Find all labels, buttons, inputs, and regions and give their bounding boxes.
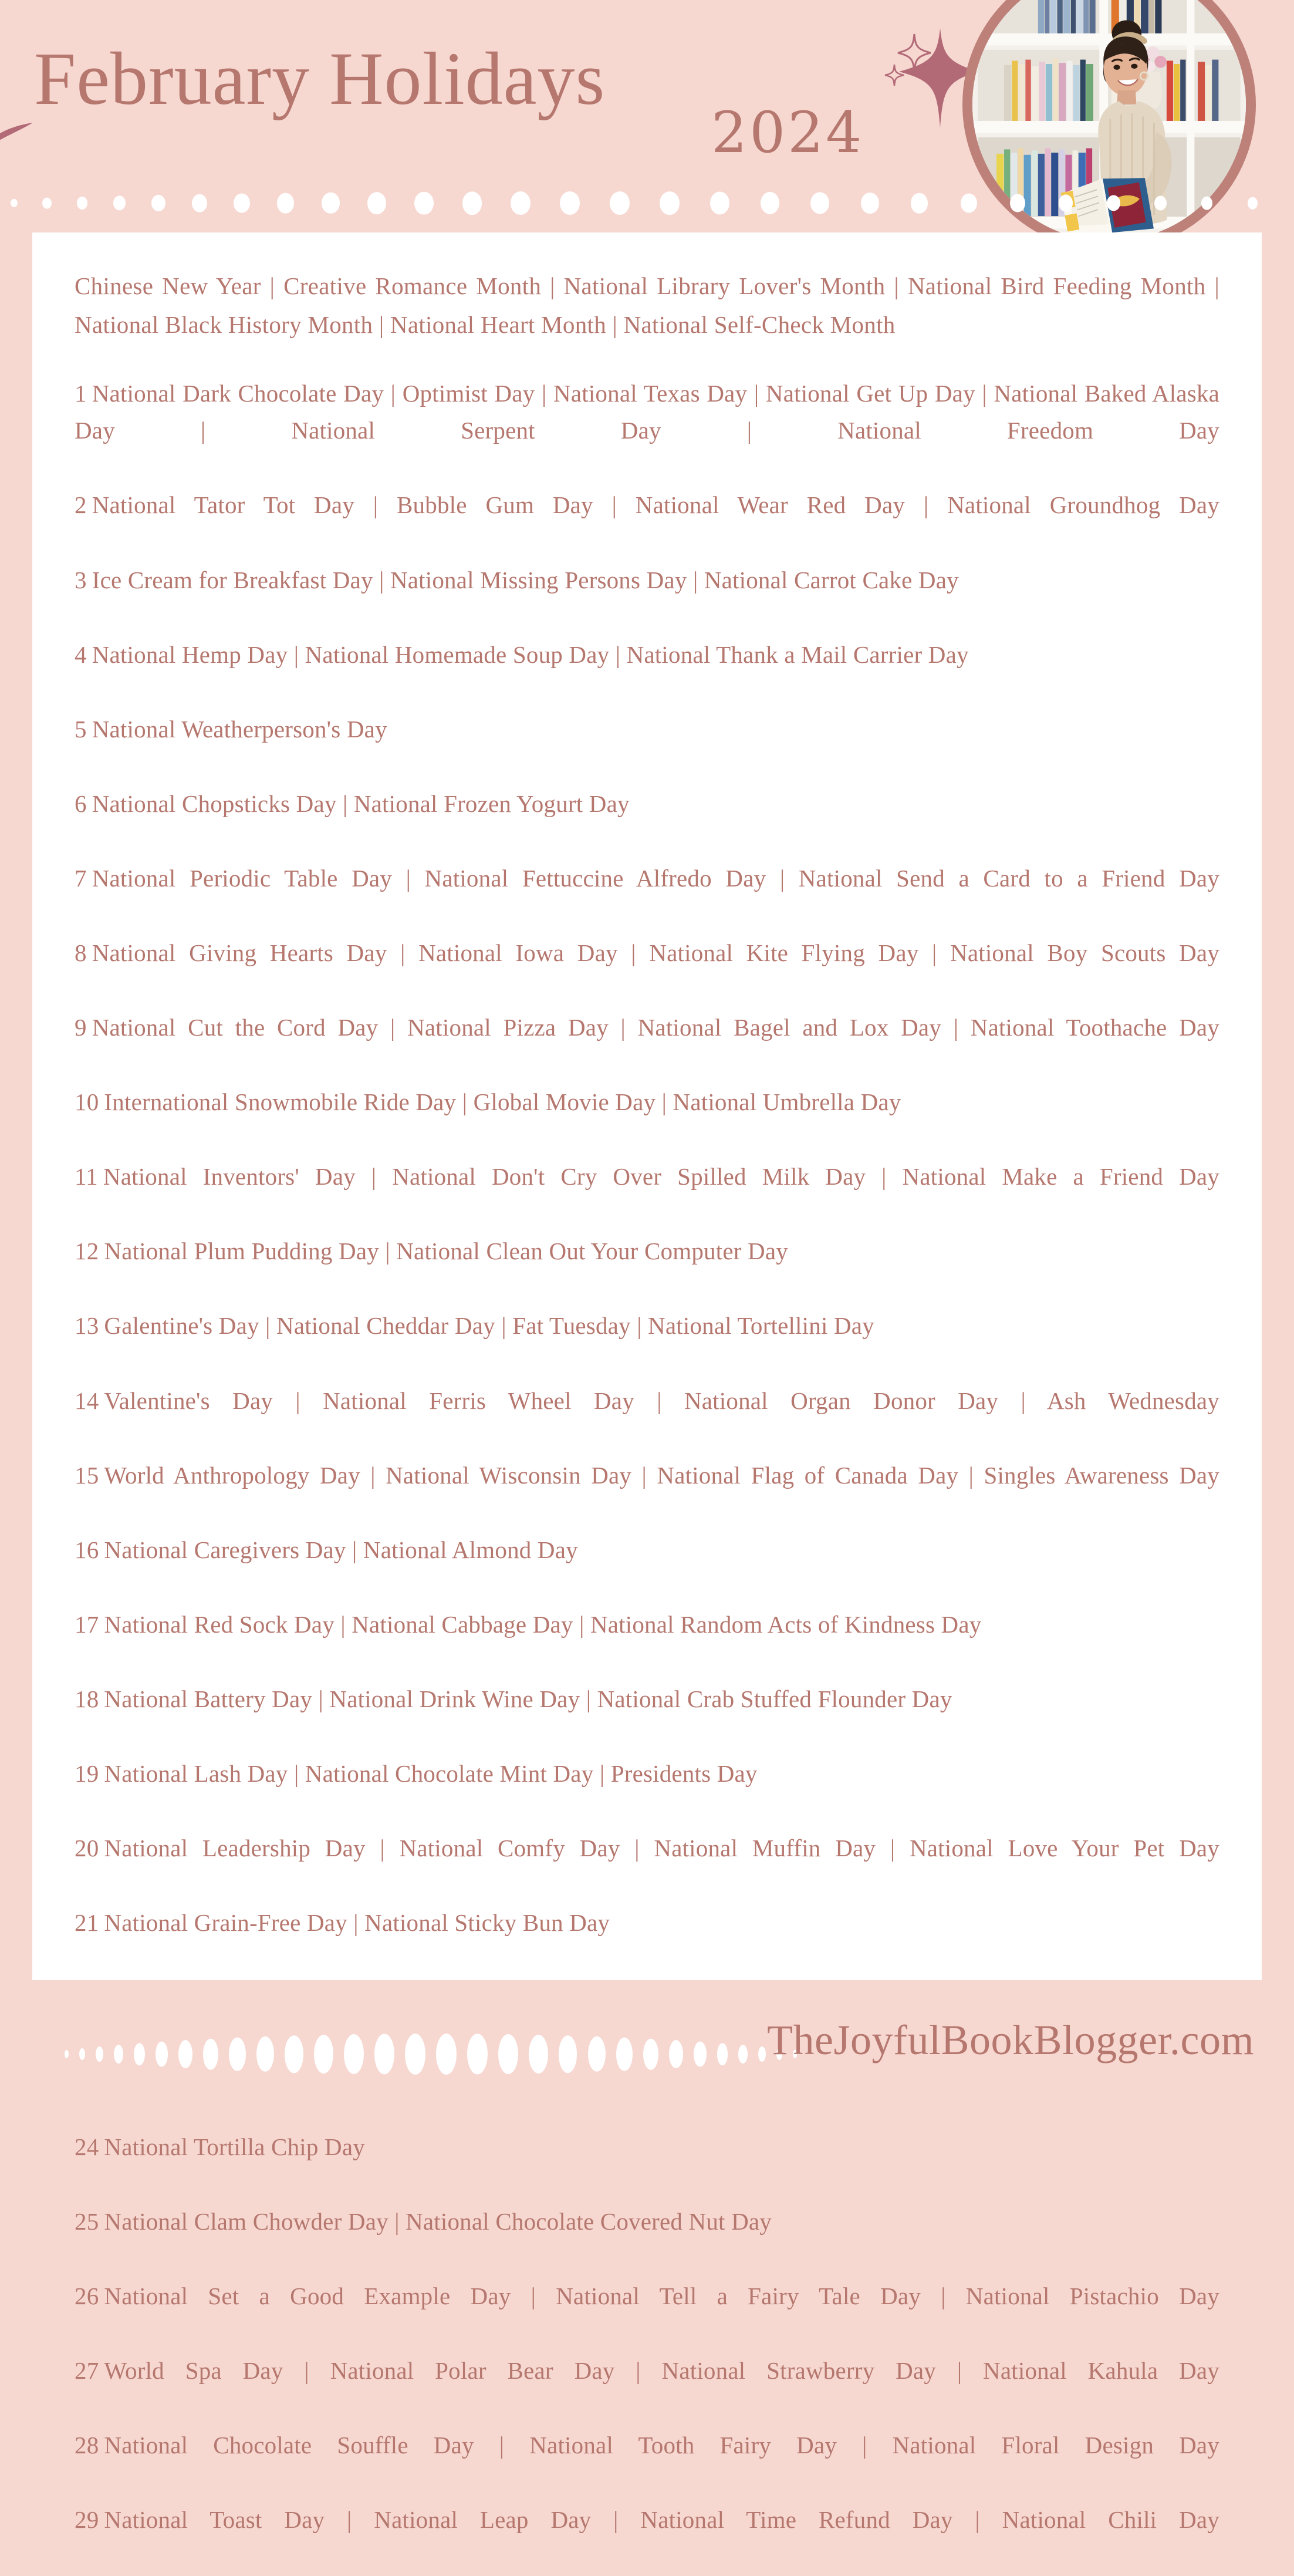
day-number: 11 (75, 1163, 98, 1191)
decorative-dot (192, 194, 207, 213)
page-title: February Holidays (34, 37, 606, 120)
day-entry (75, 1383, 1219, 1457)
decorative-dot (694, 2042, 706, 2067)
footer-dot-decoration (65, 2036, 804, 2072)
day-number: 3 (75, 566, 87, 594)
day-number: 4 (75, 640, 87, 668)
day-number: 6 (75, 790, 87, 817)
dot-divider (0, 187, 1294, 220)
day-holidays: Galentine's Day | National Cheddar Day | Fat Tuesday | National Tortellini Day (104, 1312, 874, 1340)
brush-stroke-icon (0, 114, 39, 150)
day-entry (75, 1233, 1219, 1307)
decorative-dot (367, 192, 386, 214)
day-entry (75, 1830, 1219, 1904)
day-holidays: National Red Sock Day | National Cabbage Day | National Random Acts of Kindness Day (104, 1610, 982, 1638)
day-entry (75, 711, 1219, 785)
decorative-dot (810, 192, 829, 214)
decorative-dot (436, 2034, 457, 2075)
decorative-dot (285, 2035, 303, 2073)
day-entry (75, 2501, 1219, 2576)
decorative-dot (758, 2046, 766, 2062)
day-entry (75, 1904, 1219, 1979)
decorative-dot (178, 2040, 192, 2068)
day-entry (75, 1307, 1219, 1382)
day-holidays: National Lash Day | National Chocolate Mint Day | Presidents Day (104, 1760, 758, 1788)
day-entry (75, 2427, 1219, 2501)
day-holidays: National Cut the Cord Day | National Pizza Day | National Bagel and Lox Day | National Toothache Day (92, 1014, 1219, 1041)
day-number: 2 (75, 491, 87, 519)
decorative-dot (710, 191, 729, 214)
decorative-dot (234, 194, 250, 213)
day-holidays: National Dark Chocolate Day | Optimist Day | National Texas Day | National Get Up Day | National Baked Alaska Day | National Serpent Day | National Freedom Day (75, 379, 1219, 444)
decorative-dot (738, 2045, 748, 2064)
decorative-dot (229, 2038, 245, 2071)
decorative-dot (414, 192, 434, 215)
day-holidays: Valentine's Day | National Ferris Wheel Day | National Organ Donor Day | Ash Wednesday (104, 1387, 1219, 1414)
day-entry (75, 2352, 1219, 2427)
day-entry (75, 2129, 1219, 2203)
day-holidays: National Toast Day | National Leap Day | National Time Refund Day | National Chili Day (104, 2506, 1219, 2533)
day-number: 27 (75, 2356, 99, 2384)
day-number: 12 (75, 1238, 99, 1265)
poster-header (0, 0, 1294, 232)
day-number: 25 (75, 2207, 99, 2235)
decorative-dot (134, 2043, 145, 2065)
day-entry (75, 1532, 1219, 1606)
day-number: 28 (75, 2431, 99, 2459)
day-entry (75, 487, 1219, 561)
day-holidays: National Inventors' Day | National Don't Cry Over Spilled Milk Day | National Make a Friend Day (103, 1163, 1219, 1191)
day-holidays: National Chopsticks Day | National Frozen Yogurt Day (92, 790, 630, 817)
decorative-dot (322, 193, 340, 214)
day-entry (75, 860, 1219, 935)
day-number: 20 (75, 1835, 99, 1862)
day-number: 26 (75, 2282, 99, 2309)
day-holidays: National Hemp Day | National Homemade Soup Day | National Thank a Mail Carrier Day (92, 640, 969, 668)
decorative-dot (560, 191, 580, 215)
decorative-dot (529, 2035, 548, 2073)
decorative-dot (11, 199, 18, 207)
decorative-dot (559, 2035, 577, 2073)
day-entry (75, 1084, 1219, 1158)
site-url[interactable]: TheJoyfulBookBlogger.com (767, 2017, 1254, 2064)
day-number: 1 (75, 379, 87, 407)
decorative-dot (277, 193, 295, 214)
decorative-dot (717, 2043, 728, 2065)
decorative-dot (1248, 197, 1258, 210)
day-entry (75, 1457, 1219, 1532)
day-number: 15 (75, 1461, 99, 1489)
decorative-dot (610, 191, 630, 215)
day-holidays: World Anthropology Day | National Wisconsin Day | National Flag of Canada Day | Singles Awareness Day (104, 1461, 1219, 1489)
day-entry (75, 1755, 1219, 1830)
decorative-dot (65, 2050, 69, 2058)
decorative-dot (761, 192, 779, 214)
decorative-dot (669, 2040, 683, 2068)
day-holidays: National Plum Pudding Day | National Clean Out Your Computer Day (104, 1238, 788, 1265)
day-holidays: National Caregivers Day | National Almond Day (104, 1536, 578, 1563)
day-number: 5 (75, 715, 87, 743)
day-holidays: Ice Cream for Breakfast Day | National Missing Persons Day | National Carrot Cake Day (92, 566, 959, 594)
decorative-dot (42, 198, 52, 209)
day-number: 14 (75, 1387, 99, 1414)
decorative-dot (96, 2046, 103, 2062)
day-number: 24 (75, 2133, 99, 2160)
decorative-dot (861, 193, 879, 214)
day-number: 7 (75, 864, 87, 892)
decorative-dot (643, 2039, 658, 2070)
decorative-dot (156, 2042, 168, 2067)
decorative-dot (511, 191, 531, 215)
day-entry (75, 1009, 1219, 1084)
day-entry (75, 935, 1219, 1009)
day-holidays: National Grain-Free Day | National Sticky Bun Day (104, 1909, 610, 1937)
day-entry (75, 1606, 1219, 1681)
decorative-dot (1010, 194, 1025, 212)
day-number: 10 (75, 1088, 99, 1116)
decorative-dot (1201, 197, 1212, 210)
decorative-dot (256, 2036, 274, 2072)
decorative-dot (113, 195, 126, 210)
day-entry (75, 1158, 1219, 1233)
decorative-dot (660, 191, 680, 215)
decorative-dot (344, 2034, 364, 2074)
day-holidays: National Chocolate Souffle Day | National Tooth Fairy Day | National Floral Design Day (104, 2431, 1219, 2459)
day-number: 17 (75, 1610, 99, 1638)
day-number: 8 (75, 939, 87, 967)
daily-holidays-list (75, 375, 1219, 2576)
day-number: 29 (75, 2506, 99, 2533)
poster-footer (0, 1980, 1294, 2113)
day-entry (75, 1681, 1219, 1755)
day-holidays: International Snowmobile Ride Day | Global Movie Day | National Umbrella Day (104, 1088, 901, 1116)
decorative-dot (77, 197, 88, 210)
day-holidays: National Tortilla Chip Day (104, 2133, 365, 2160)
decorative-dot (1059, 194, 1073, 211)
day-number: 13 (75, 1312, 99, 1340)
decorative-dot (79, 2048, 85, 2060)
decorative-dot (1107, 195, 1120, 211)
year-label: 2024 (711, 100, 864, 166)
day-entry (75, 2278, 1219, 2352)
day-holidays: National Battery Day | National Drink Wine Day | National Crab Stuffed Flounder Day (104, 1685, 952, 1712)
decorative-dot (151, 195, 165, 211)
day-holidays: National Clam Chowder Day | National Chocolate Covered Nut Day (104, 2207, 772, 2235)
day-holidays: National Weatherperson's Day (92, 715, 387, 743)
decorative-dot (961, 194, 977, 213)
decorative-dot (374, 2034, 395, 2074)
decorative-dot (467, 2034, 488, 2074)
day-holidays: National Tator Tot Day | Bubble Gum Day | National Wear Red Day | National Groundhog Day (92, 491, 1219, 519)
decorative-dot (114, 2045, 123, 2064)
day-entry (75, 785, 1219, 860)
decorative-dot (1154, 195, 1167, 210)
day-number: 18 (75, 1685, 99, 1712)
decorative-dot (314, 2035, 333, 2073)
decorative-dot (203, 2039, 218, 2070)
day-number: 21 (75, 1909, 99, 1937)
day-entry (75, 2203, 1219, 2278)
day-holidays: National Set a Good Example Day | National Tell a Fairy Tale Day | National Pistachio Day (104, 2282, 1219, 2309)
decorative-dot (462, 191, 482, 215)
day-holidays: National Leadership Day | National Comfy Day | National Muffin Day | National Love Your Pet Day (104, 1835, 1219, 1862)
day-number: 9 (75, 1014, 87, 1041)
day-number: 19 (75, 1760, 99, 1788)
day-entry (75, 562, 1219, 636)
day-holidays: World Spa Day | National Polar Bear Day | National Strawberry Day | National Kahula Day (104, 2356, 1219, 2384)
day-holidays: National Periodic Table Day | National Fettuccine Alfredo Day | National Send a Card to a Friend Day (92, 864, 1219, 892)
decorative-dot (616, 2038, 633, 2071)
decorative-dot (405, 2034, 425, 2075)
day-number: 16 (75, 1536, 99, 1563)
day-holidays: National Giving Hearts Day | National Iowa Day | National Kite Flying Day | National Boy Scouts Day (92, 939, 1219, 967)
month-long-observances: Chinese New Year | Creative Romance Month | National Library Lover's Month | National Bird Feeding Month | National Black History Month | National Heart Month | National Self-Check Month (75, 272, 1219, 339)
decorative-dot (498, 2034, 518, 2074)
day-entry (75, 636, 1219, 711)
decorative-dot (588, 2036, 606, 2072)
day-entry (75, 375, 1219, 487)
decorative-dot (911, 193, 928, 214)
